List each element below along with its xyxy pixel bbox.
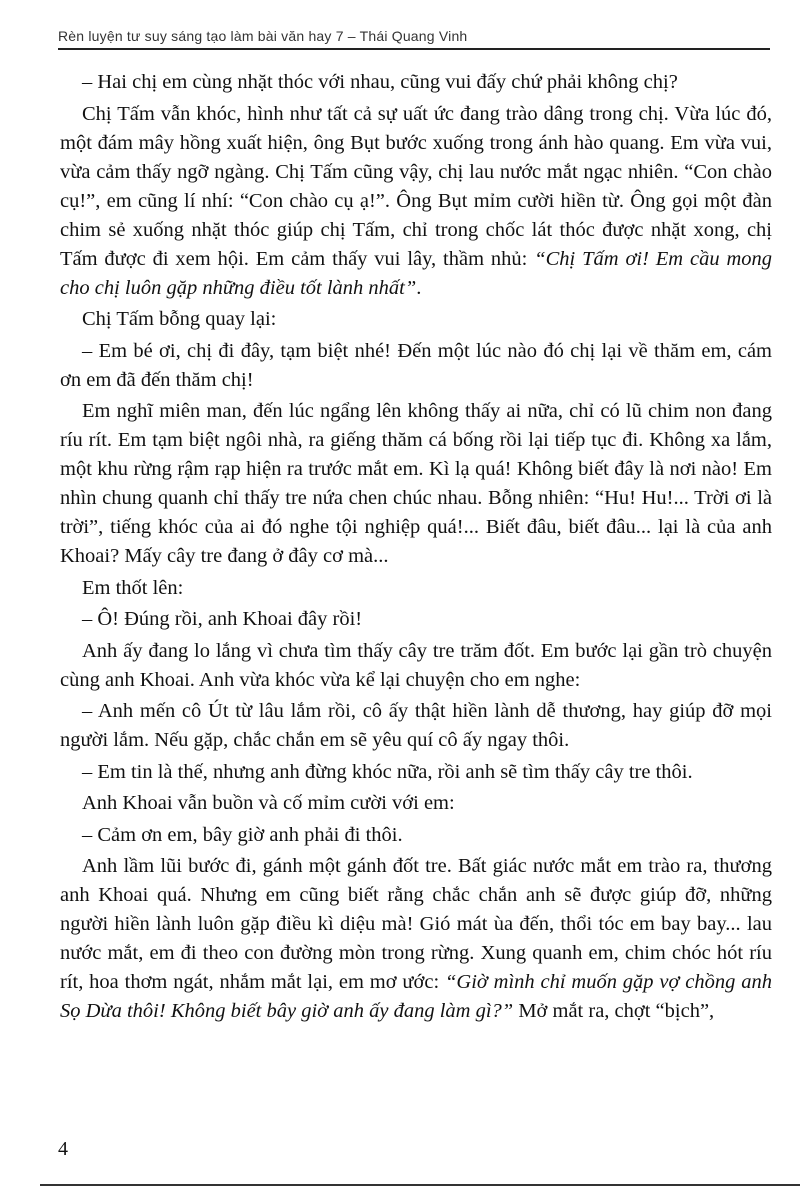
text-run: . — [416, 276, 422, 299]
paragraph-p4 — [60, 337, 772, 395]
paragraph-p3 — [60, 305, 772, 334]
paragraph-p13 — [60, 852, 772, 1026]
body-text — [60, 68, 772, 1029]
text-run: – Ô! Đúng rồi, anh Khoai đây rồi! — [82, 608, 363, 630]
text-run: – Em bé ơi, chị đi đây, tạm biệt nhé! Đến một lúc nào đó chị lại về thăm em, cám ơn em đã đến thăm chị! — [60, 339, 772, 391]
header-divider — [58, 48, 770, 50]
text-run: Em nghĩ miên man, đến lúc ngẩng lên không thấy ai nữa, chỉ có lũ chim non đang ríu rít. Em tạm biệt ngôi nhà, ra giếng thăm cá bống rồi lại tiếp tục đi. Không xa lắm, một khu rừng rậm rạp hiện ra trước mắt em. Kì lạ quá! Không biết đây là nơi nào! Em nhìn chung quanh chỉ thấy tre nứa chen chúc nhau. Bỗng nhiên: “Hu! Hu!... Trời ơi là trời”, tiếng khóc của ai đó nghe tội nghiệp quá!... Biết đâu, biết đâu... lại là của anh Khoai? Mấy cây tre đang ở đây cơ mà... — [60, 400, 772, 567]
paragraph-p2 — [60, 100, 772, 303]
paragraph-p12 — [60, 821, 772, 850]
text-run: Anh ấy đang lo lắng vì chưa tìm thấy cây tre trăm đốt. Em bước lại gần trò chuyện cùng anh Khoai. Anh vừa khóc vừa kể lại chuyện cho em nghe: — [60, 639, 772, 691]
text-run: – Anh mến cô Út từ lâu lắm rồi, cô ấy thật hiền lành dễ thương, hay giúp đỡ mọi người lắm. Nếu gặp, chắc chắn em sẽ yêu quí cô ấy ngay thôi. — [60, 700, 772, 751]
paragraph-p11 — [60, 789, 772, 818]
text-run: Mở mắt ra, chợt “bịch”, — [513, 1000, 715, 1022]
paragraph-p7 — [60, 605, 772, 634]
text-run: Anh Khoai vẫn buồn và cố mỉm cười với em: — [82, 792, 455, 814]
paragraph-p1 — [60, 68, 772, 97]
text-run: Anh lầm lũi bước đi, gánh một gánh đốt tre. Bất giác nước mắt em trào ra, thương anh Khoai quá. Nhưng em cũng biết rằng chắc chắn anh sẽ được giúp đỡ, những người hiền lành luôn gặp điều kì diệu mà! Gió mát ùa đến, thổi tóc em bay bay... lau nước mắt, em đi theo con đường mòn trong rừng. Xung quanh em, chim chóc hót ríu rít, hoa thơm ngát, nhắm mắt lại, em mơ ước: — [60, 855, 772, 993]
running-header: Rèn luyện tư suy sáng tạo làm bài văn hay 7 – Thái Quang Vinh — [58, 28, 468, 44]
text-run: – Cảm ơn em, bây giờ anh phải đi thôi. — [82, 823, 403, 846]
text-run: – Em tin là thế, nhưng anh đừng khóc nữa, rồi anh sẽ tìm thấy cây tre thôi. — [82, 760, 693, 783]
text-run: Chị Tấm vẫn khóc, hình như tất cả sự uất ức đang trào dâng trong chị. Vừa lúc đó, một đám mây hồng xuất hiện, ông Bụt bước xuống trong ánh hào quang. Em vừa vui, vừa cảm thấy ngỡ ngàng. Chị Tấm cũng vậy, chị lau nước mắt ngạc nhiên. “Con chào cụ!”, em cũng lí nhí: “Con chào cụ ạ!”. Ông Bụt mỉm cười hiền từ. Ông gọi một đàn chim sẻ xuống nhặt thóc giúp chị Tấm, chỉ trong chốc lát thóc được nhặt xong, chị Tấm được đi xem hội. Em cảm thấy vui lây, thầm nhủ: — [60, 102, 772, 270]
paragraph-p6 — [60, 574, 772, 603]
footer-divider — [40, 1184, 800, 1186]
italic-quote: “Giờ mình chỉ muốn gặp vợ chồng anh Sọ Dừa thôi! Không biết bây giờ anh ấy đang làm gì?” — [60, 971, 772, 1022]
text-run: – Hai chị em cùng nhặt thóc với nhau, cũng vui đấy chứ phải không chị? — [82, 71, 678, 93]
paragraph-p5 — [60, 397, 772, 571]
text-run: Em thốt lên: — [82, 576, 184, 599]
italic-quote: “Chị Tấm ơi! Em cầu mong cho chị luôn gặp những điều tốt lành nhất” — [60, 247, 772, 299]
paragraph-p8 — [60, 637, 772, 695]
page-number: 4 — [58, 1138, 68, 1160]
paragraph-p10 — [60, 758, 772, 787]
text-run: Chị Tấm bỗng quay lại: — [82, 308, 277, 330]
paragraph-p9 — [60, 697, 772, 755]
